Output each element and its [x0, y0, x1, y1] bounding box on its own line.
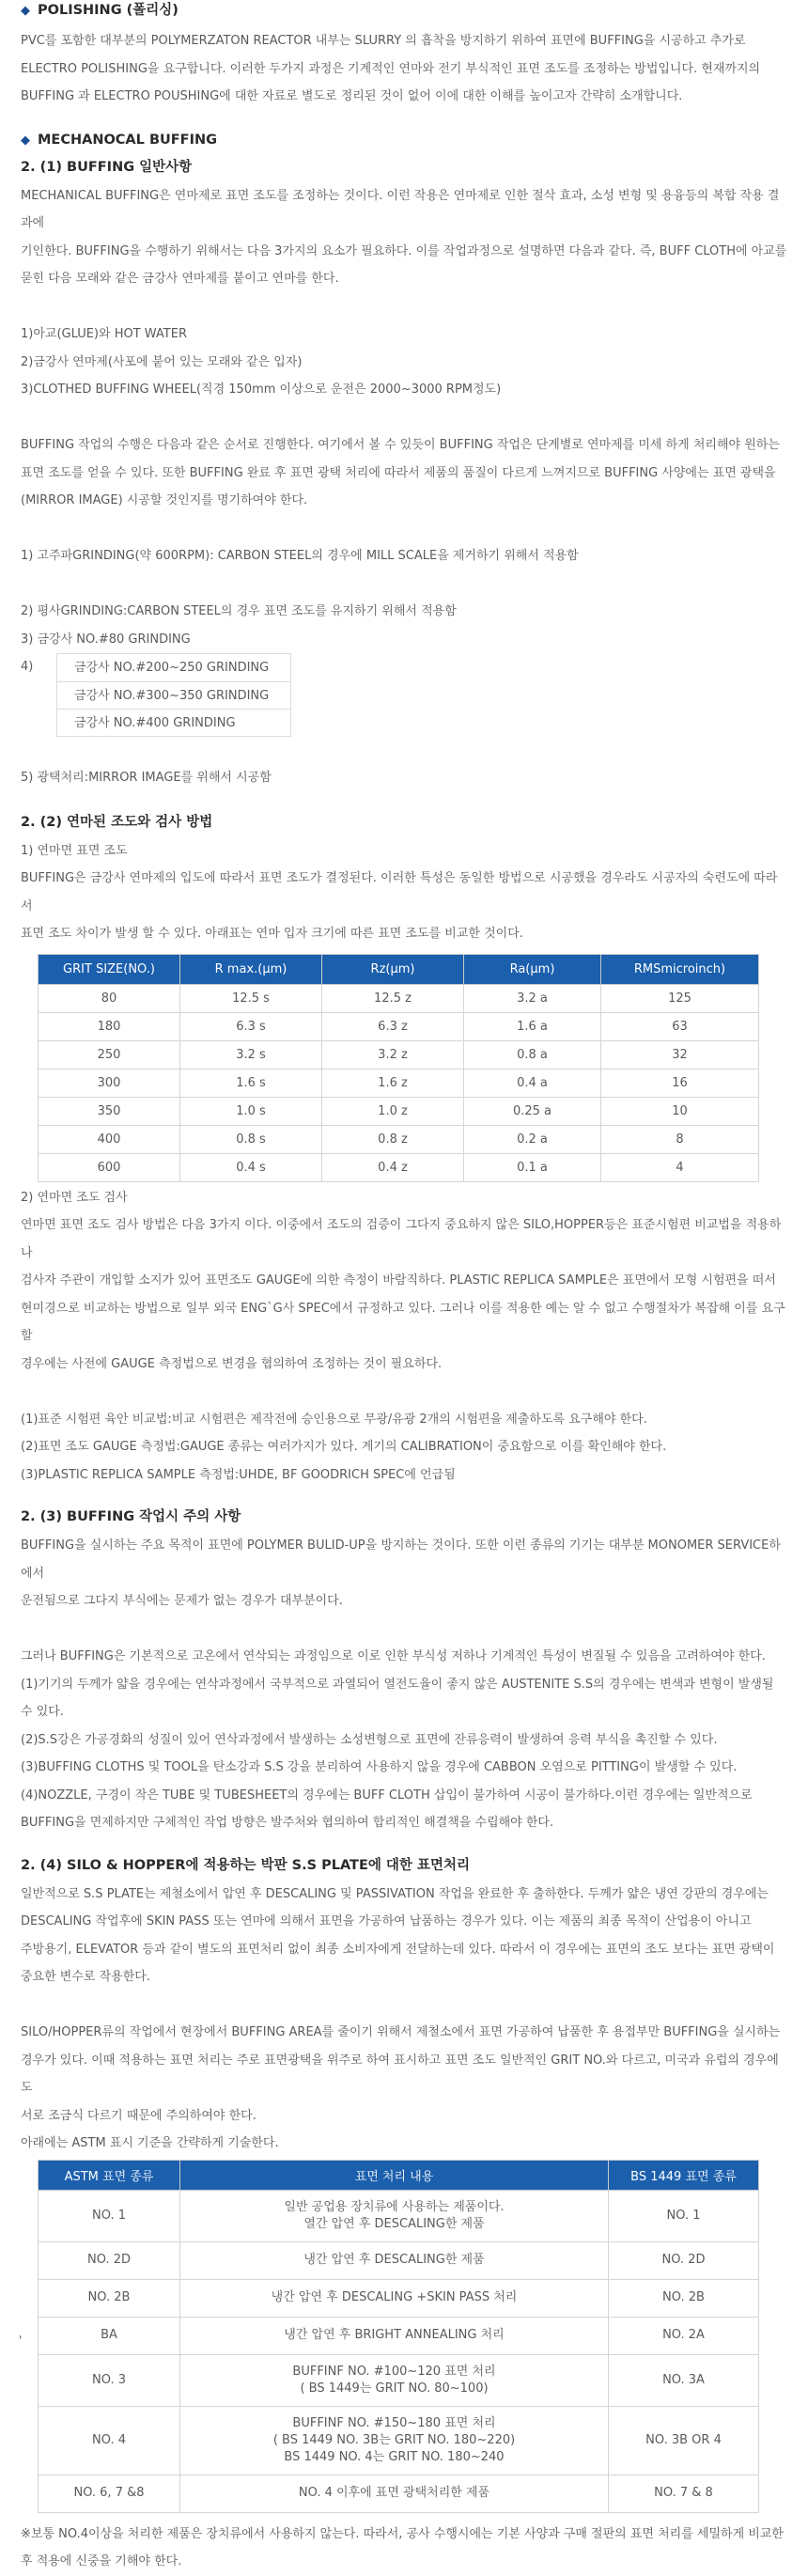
table-cell: 250 [39, 1040, 180, 1069]
text-line: (3)BUFFING CLOTHS 및 TOOL을 탄소강과 S.S 강을 분리하여 사용하지 않을 경우에 CABBON 오염으로 PITTING이 발생할 수 있다. [21, 1760, 738, 1774]
text-line: BUFFING 작업의 수행은 다음과 같은 순서로 진행한다. 여기에서 볼 수 있듯이 BUFFING 작업은 단계별로 연마제를 미세 하게 처리해야 원하는 [21, 438, 780, 452]
bs-type-cell: NO. 2B [609, 2279, 759, 2317]
text-line: 운전됨으로 그다지 부식에는 문제가 없는 경우가 대부분이다. [21, 1594, 343, 1608]
buffing-elements-list [21, 320, 787, 404]
column-header: 표면 처리 내용 [180, 2160, 609, 2190]
table-cell: 1.6 a [464, 1012, 601, 1040]
text-line: 중요한 변수로 작용한다. [21, 1970, 150, 1984]
table-cell: 125 [601, 984, 759, 1012]
method-3: (3)PLASTIC REPLICA SAMPLE 측정법:UHDE, BF GOODRICH SPEC에 언급됨 [21, 1467, 456, 1482]
grit-item: 금강사 NO.#200~250 GRINDING [56, 653, 291, 681]
roughness-inspection-heading: 2. (2) 연마된 조도와 검사 방법 [21, 814, 213, 830]
text-line: SILO/HOPPER류의 작업에서 현장에서 BUFFING AREA를 줄이기 위해서 제철소에서 표면 가공하여 납품한 후 용접부만 BUFFING을 실시하는 [21, 2025, 781, 2039]
table-row [39, 2317, 759, 2354]
table-cell: 1.6 z [322, 1069, 464, 1097]
text-line: DESCALING 작업후에 SKIN PASS 또는 연마에 의해서 표면을 가공하여 납품하는 경우가 있다. 이는 제품의 최종 목적이 산업용이 아니고 [21, 1914, 752, 1928]
text-line: BUFFING을 실시하는 주요 목적이 표면에 POLYMER BULID-UP을 방지하는 것이다. 또한 이런 종류의 기기는 대부분 MONOMER SERVICE하에서 [21, 1538, 781, 1581]
text-line: PVC를 포함한 대부분의 POLYMERZATON REACTOR 내부는 SLURRY 의 흡착을 방지하기 위하여 표면에 BUFFING을 시공하고 추가로 [21, 34, 746, 48]
table-row [39, 2354, 759, 2406]
treatment-line: BUFFINF NO. #100~120 표면 처리 [292, 2364, 496, 2379]
table-cell: 8 [601, 1125, 759, 1153]
subheading-roughness-inspection: 2) 연마면 조도 검사 [21, 1190, 128, 1205]
treatment-cell [180, 2317, 609, 2354]
bs-type-cell: NO. 3A [609, 2354, 759, 2406]
table-header-row [39, 954, 759, 984]
text-line: BUFFING은 금강사 연마제의 입도에 따라서 표면 조도가 결정된다. 이러한 특성은 동일한 방법으로 시공했을 경우라도 시공자의 숙련도에 따라서 [21, 871, 778, 913]
text-line: 주방용기, ELEVATOR 등과 같이 별도의 표면처리 없이 최종 소비자에게 전달하는데 있다. 따라서 이 경우에는 표면의 조도 보다는 표면 광택이 [21, 1942, 775, 1957]
list-item: 3)CLOTHED BUFFING WHEEL(직경 150mm 이상으로 운전은 2000~3000 RPM정도) [21, 382, 502, 397]
column-header: BS 1449 표면 종류 [609, 2160, 759, 2190]
side-mark: ' [19, 2333, 23, 2347]
table-row [39, 2241, 759, 2279]
text-line: 일반적으로 S.S PLATE는 제철소에서 압연 후 DESCALING 및 PASSIVATION 작업을 완료한 후 출하한다. 두께가 얇은 냉연 강판의 경우에는 [21, 1886, 769, 1901]
text-line: 경우에는 사전에 GAUGE 측정법으로 변경을 협의하여 조정하는 것이 필요하다. [21, 1356, 443, 1371]
ss-plate-heading: 2. (4) SILO & HOPPER에 적용하는 박판 S.S PLATE에 대한 표면처리 [21, 1857, 470, 1873]
text-line: 묻힌 다음 모래와 같은 금강사 연마제를 붙이고 연마를 한다. [21, 272, 339, 286]
table-cell: 3.2 s [180, 1040, 322, 1069]
table-cell: 12.5 s [180, 984, 322, 1012]
astm-surface-table [38, 2160, 759, 2513]
polishing-paragraph [21, 27, 787, 111]
text-line: 현미경으로 비교하는 방법으로 일부 외국 ENG`G사 SPEC에서 규정하고 있다. 그러나 이를 적용한 예는 알 수 없고 수행절차가 복잡해 이를 요구할 [21, 1301, 785, 1343]
table-row [39, 2190, 759, 2241]
table-cell: 0.8 s [180, 1125, 322, 1153]
text-line: 아래에는 ASTM 표시 기준을 간략하게 기술한다. [21, 2136, 279, 2150]
table-cell: 10 [601, 1097, 759, 1125]
step-5: 5) 광택처리:MIRROR IMAGE를 위해서 시공함 [21, 771, 272, 785]
step-2: 2) 평사GRINDING:CARBON STEEL의 경우 표면 조도를 유지하기 위해서 적용함 [21, 604, 457, 618]
treatment-line: NO. 4 이후에 표면 광택처리한 제품 [298, 2486, 490, 2500]
note-line: ※보통 NO.4이상을 처리한 제품은 장치류에서 사용하지 않는다. 따라서, 공사 수행시에는 기본 사양과 구매 절판의 표면 처리를 세밀하게 비교한 [21, 2526, 784, 2541]
grit-row [21, 653, 787, 681]
text-line: (MIRROR IMAGE) 시공할 것인지를 명기하여야 한다. [21, 493, 308, 507]
mechanical-buffing-title: MECHANOCAL BUFFING [38, 132, 218, 148]
treatment-line: ( BS 1449 NO. 3B는 GRIT NO. 180~220) [272, 2432, 516, 2447]
table-cell: 400 [39, 1125, 180, 1153]
treatment-cell [180, 2354, 609, 2406]
column-header: Rz(μm) [322, 954, 464, 984]
table-cell: 4 [601, 1153, 759, 1181]
bs-type-cell: NO. 7 & 8 [609, 2475, 759, 2512]
table-row [39, 2279, 759, 2317]
treatment-line: 냉간 압연 후 DESCALING한 제품 [303, 2253, 485, 2267]
astm-type-cell: NO. 3 [39, 2354, 180, 2406]
step-1: 1) 고주파GRINDING(약 600RPM): CARBON STEEL의 경우에 MILL SCALE을 제거하기 위해서 적용함 [21, 549, 579, 563]
treatment-cell [180, 2279, 609, 2317]
table-row [39, 1097, 759, 1125]
treatment-line: BUFFINF NO. #150~180 표면 처리 [292, 2415, 496, 2430]
list-item: 1)아교(GLUE)와 HOT WATER [21, 327, 187, 341]
buffing-general-heading: 2. (1) BUFFING 일반사항 [21, 159, 193, 175]
mechanical-buffing-heading [21, 130, 787, 150]
note-line: 후 적용에 신중을 기해야 한다. [21, 2554, 182, 2568]
text-line: (1)기기의 두께가 얇을 경우에는 연삭과정에서 국부적으로 과열되어 열전도율이 좋지 않은 AUSTENITE S.S의 경우에는 변색과 변형이 발생될 수 있다. [21, 1677, 774, 1719]
table-cell: 1.0 s [180, 1097, 322, 1125]
table-row [39, 2406, 759, 2475]
bs-type-cell: NO. 1 [609, 2190, 759, 2241]
text-line: (2)S.S강은 가공경화의 성질이 있어 연삭과정에서 발생하는 소성변형으로 표면에 잔류응력이 발생하여 응력 부식을 촉진할 수 있다. [21, 1732, 718, 1747]
table-row [39, 984, 759, 1012]
table-cell: 1.6 s [180, 1069, 322, 1097]
table-row [39, 1069, 759, 1097]
step-4-grit-list [21, 653, 787, 737]
astm-type-cell: BA [39, 2317, 180, 2354]
text-line: ELECTRO POLISHING을 요구합니다. 이러한 두가지 과정은 기계적인 연마와 전기 부식적인 표면 조도를 조정하는 방법입니다. 현재까지의 [21, 61, 761, 76]
method-1: (1)표준 시험편 육안 비교법:비교 시험편은 제작전에 승인용으로 무광/유광 2개의 시험편을 제출하도록 요구해야 한다. [21, 1412, 647, 1427]
text-line: 연마면 표면 조도 검사 방법은 다음 3가지 이다. 이중에서 조도의 검증이 그다지 중요하지 않은 SILO,HOPPER등은 표준시험편 비교법을 적용하나 [21, 1218, 782, 1260]
table-cell: 32 [601, 1040, 759, 1069]
table-cell: 3.2 z [322, 1040, 464, 1069]
diamond-icon: ◆ [21, 4, 30, 18]
text-line: (4)NOZZLE, 구경이 작은 TUBE 및 TUBESHEET의 경우에는 BUFF CLOTH 삽입이 불가하여 시공이 불가하다.이런 경우에는 일반적으로 [21, 1788, 753, 1803]
table-cell: 63 [601, 1012, 759, 1040]
treatment-cell [180, 2475, 609, 2512]
text-line: 표면 조도를 얻을 수 있다. 또한 BUFFING 완료 후 표면 광택 처리에 따라서 제품의 품질이 다르게 느껴지므로 BUFFING 사양에는 표면 광택을 [21, 465, 776, 480]
text-line: 그러나 BUFFING은 기본적으로 고온에서 연삭되는 과정임으로 이로 인한 부식성 저하나 기계적인 특성이 변질될 수 있음을 고려하여야 한다. [21, 1649, 766, 1663]
table-cell: 0.8 z [322, 1125, 464, 1153]
method-2: (2)표면 조도 GAUGE 측정법:GAUGE 종류는 여러가지가 있다. 계기의 CALIBRATION이 중요함으로 이를 확인해야 한다. [21, 1440, 667, 1454]
astm-type-cell: NO. 1 [39, 2190, 180, 2241]
table-row [39, 1040, 759, 1069]
text-line: 경우가 있다. 이때 적용하는 표면 처리는 주로 표면광택을 위주로 하여 표시하고 표면 조도 일반적인 GRIT NO.와 다르고, 미국과 유럽의 경우에도 [21, 2053, 779, 2095]
table-cell: 6.3 s [180, 1012, 322, 1040]
treatment-line: 냉간 압연 후 BRIGHT ANNEALING 처리 [284, 2328, 505, 2342]
text-line: 표면 조도 차이가 발생 할 수 있다. 아래표는 연마 입자 크기에 따른 표면 조도를 비교한 것이다. [21, 927, 523, 941]
column-header: R max.(μm) [180, 954, 322, 984]
table-cell: 600 [39, 1153, 180, 1181]
table-cell: 3.2 a [464, 984, 601, 1012]
text-line: 검사자 주관이 개입할 소지가 있어 표면조도 GAUGE에 의한 측정이 바람직하다. PLASTIC REPLICA SAMPLE은 표면에서 모형 시험편을 떠서 [21, 1273, 776, 1288]
astm-type-cell: NO. 4 [39, 2406, 180, 2475]
column-header: Ra(μm) [464, 954, 601, 984]
treatment-line: 냉간 압연 후 DESCALING +SKIN PASS 처리 [271, 2290, 518, 2304]
table-cell: 16 [601, 1069, 759, 1097]
table-cell: 300 [39, 1069, 180, 1097]
treatment-cell [180, 2190, 609, 2241]
table-cell: 350 [39, 1097, 180, 1125]
table-cell: 80 [39, 984, 180, 1012]
astm-type-cell: NO. 6, 7 &8 [39, 2475, 180, 2512]
astm-type-cell: NO. 2D [39, 2241, 180, 2279]
column-header: GRIT SIZE(NO.) [39, 954, 180, 984]
treatment-cell [180, 2406, 609, 2475]
table-cell: 0.4 z [322, 1153, 464, 1181]
text-line: 서로 조금식 다르기 때문에 주의하여야 한다. [21, 2108, 256, 2123]
treatment-cell [180, 2241, 609, 2279]
grit-item: 금강사 NO.#300~350 GRINDING [56, 681, 291, 710]
table-cell: 0.4 s [180, 1153, 322, 1181]
table-cell: 12.5 z [322, 984, 464, 1012]
table-cell: 6.3 z [322, 1012, 464, 1040]
column-header: RMSmicroinch) [601, 954, 759, 984]
text-line: BUFFING을 면제하지만 구체적인 작업 방향은 발주처와 협의하여 합리적인 해결책을 수립해야 한다. [21, 1816, 554, 1830]
table-cell: 0.25 a [464, 1097, 601, 1125]
polishing-heading [21, 0, 787, 21]
grit-row [21, 709, 787, 737]
column-header: ASTM 표면 종류 [39, 2160, 180, 2190]
diamond-icon: ◆ [21, 133, 30, 148]
subheading-surface-roughness: 1) 연마면 표면 조도 [21, 843, 128, 858]
table-cell: 0.2 a [464, 1125, 601, 1153]
table-row [39, 1012, 759, 1040]
table-cell: 180 [39, 1012, 180, 1040]
polishing-title: POLISHING (폴리싱) [38, 3, 179, 18]
table-cell: 0.8 a [464, 1040, 601, 1069]
table-header-row [39, 2160, 759, 2190]
grit-row [21, 681, 787, 710]
bs-type-cell: NO. 2A [609, 2317, 759, 2354]
table-cell: 0.1 a [464, 1153, 601, 1181]
buffing-general-paragraph [21, 182, 787, 293]
text-line: 기인한다. BUFFING을 수행하기 위해서는 다음 3가지의 요소가 필요하다. 이를 작업과정으로 설명하면 다음과 같다. 즉, BUFF CLOTH에 아교를 [21, 243, 787, 258]
treatment-line: BS 1449 NO. 4는 GRIT NO. 180~240 [284, 2449, 505, 2464]
treatment-line: 일반 공업용 장치류에 사용하는 제품이다. [284, 2199, 505, 2214]
table-row [39, 1153, 759, 1181]
list-item: 2)금강사 연마제(사포에 붙어 있는 모래와 같은 입자) [21, 354, 303, 369]
text-line: MECHANICAL BUFFING은 연마제로 표면 조도를 조정하는 것이다. 이런 작용은 연마제로 인한 절삭 효과, 소성 변형 및 용융등의 복합 작용 결과에 [21, 188, 780, 230]
grit-roughness-table [38, 954, 759, 1182]
bs-type-cell: NO. 2D [609, 2241, 759, 2279]
astm-type-cell: NO. 2B [39, 2279, 180, 2317]
table-cell: 1.0 z [322, 1097, 464, 1125]
table-row [39, 2475, 759, 2512]
buffing-caution-heading: 2. (3) BUFFING 작업시 주의 사항 [21, 1509, 241, 1524]
grit-item: 금강사 NO.#400 GRINDING [56, 709, 291, 737]
bs-type-cell: NO. 3B OR 4 [609, 2406, 759, 2475]
treatment-line: ( BS 1449는 GRIT NO. 80~100) [300, 2381, 489, 2396]
text-line: BUFFING 과 ELECTRO POUSHING에 대한 자료로 별도로 정리된 것이 없어 이에 대한 이해를 높이고자 간략히 소개합니다. [21, 89, 683, 103]
step-4-number: 4) [21, 660, 34, 674]
treatment-line: 열간 압연 후 DESCALING한 제품 [303, 2216, 485, 2231]
table-row [39, 1125, 759, 1153]
buffing-order-paragraph [21, 431, 787, 515]
step-3: 3) 금강사 NO.#80 GRINDING [21, 632, 191, 647]
table-cell: 0.4 a [464, 1069, 601, 1097]
